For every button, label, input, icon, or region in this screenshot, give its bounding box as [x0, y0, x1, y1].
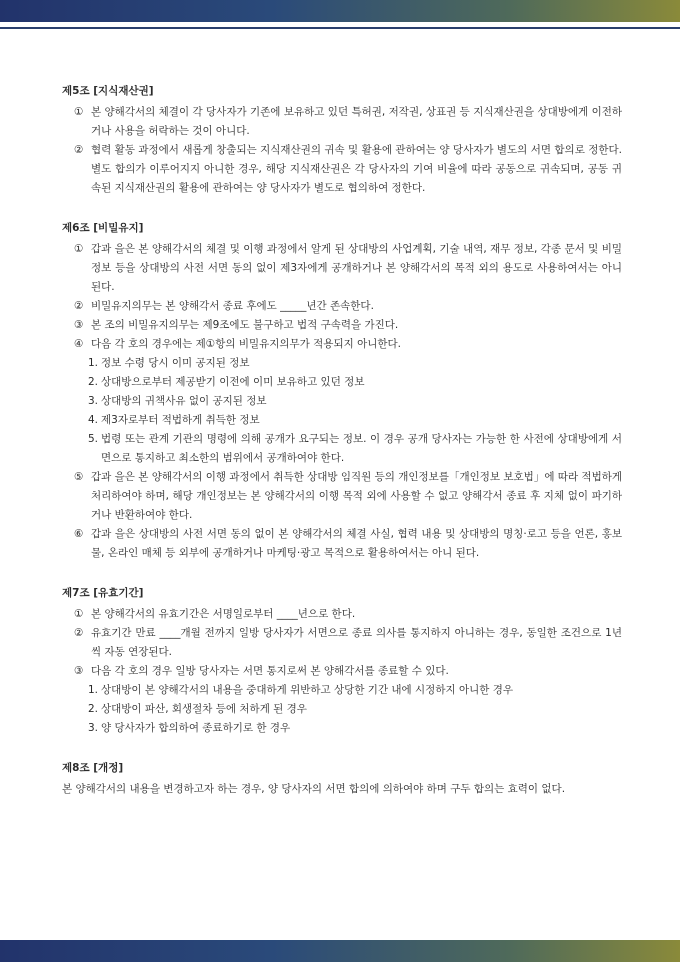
paragraph: ① 갑과 을은 본 양해각서의 체결 및 이행 과정에서 알게 된 상대방의 사업계획, 기술 내역, 재무 정보, 각종 문서 및 비밀정보 등을 상대방의 사전 서면 동의 없이 제3자에게 공개하거나 본 양해각서의 목적 외의 용도로 사용하여서는 아니 된다.: [74, 243, 622, 293]
article-6: [62, 219, 622, 563]
paragraph: ④ 다음 각 호의 경우에는 제①항의 비밀유지의무가 적용되지 아니한다.: [74, 338, 401, 350]
list-item: 4. 제3자로부터 적법하게 취득한 정보: [88, 414, 260, 426]
paragraph: ① 본 양해각서의 유효기간은 서명일로부터 ____년으로 한다.: [74, 608, 356, 620]
paragraph: ⑤ 갑과 을은 본 양해각서의 이행 과정에서 취득한 상대방 임직원 등의 개인정보를「개인정보 보호법」에 따라 적법하게 처리하여야 하며, 해당 개인정보는 본 양해각서의 이행 목적 외에 사용할 수 없고 양해각서 종료 후 지체 없이 파기하거나 반환하여야 한다.: [74, 471, 622, 521]
paragraph: ③ 다음 각 호의 경우 일방 당사자는 서면 통지로써 본 양해각서를 종료할 수 있다.: [74, 665, 449, 677]
list-item: 3. 상대방의 귀책사유 없이 공지된 정보: [88, 395, 267, 407]
article-7: [62, 584, 622, 738]
article-body: 본 양해각서의 내용을 변경하고자 하는 경우, 양 당사자의 서면 합의에 의하여야 하며 구두 합의는 효력이 없다.: [62, 783, 566, 795]
article-title: 제6조 [비밀유지]: [62, 222, 144, 234]
list-item: 3. 양 당사자가 합의하여 종료하기로 한 경우: [88, 722, 291, 734]
header-divider: [0, 27, 680, 29]
article-8: [62, 759, 622, 799]
list-item: 5. 법령 또는 관계 기관의 명령에 의해 공개가 요구되는 정보. 이 경우 공개 당사자는 가능한 한 사전에 상대방에게 서면으로 통지하고 최소한의 범위에서 공개하여야 한다.: [88, 433, 622, 464]
document-body: [62, 82, 622, 820]
paragraph: ② 협력 활동 과정에서 새롭게 창출되는 지식재산권의 귀속 및 활용에 관하여는 양 당사자가 별도의 서면 합의로 정한다. 별도 합의가 이루어지지 아니한 경우, 해당 지식재산권은 각 당사자의 기여 비율에 따라 공동으로 귀속되며, 공동 귀속된 지식재산권의 활용에 관하여는 양 당사자가 별도로 협의하여 정한다.: [74, 144, 622, 194]
article-title: 제5조 [지식재산권]: [62, 85, 154, 97]
paragraph: ② 유효기간 만료 ____개월 전까지 일방 당사자가 서면으로 종료 의사를 통지하지 아니하는 경우, 동일한 조건으로 1년씩 자동 연장된다.: [74, 627, 622, 658]
list-item: 1. 상대방이 본 양해각서의 내용을 중대하게 위반하고 상당한 기간 내에 시정하지 아니한 경우: [88, 684, 514, 696]
header-banner: [0, 0, 680, 22]
paragraph: ⑥ 갑과 을은 상대방의 사전 서면 동의 없이 본 양해각서의 체결 사실, 협력 내용 및 상대방의 명칭·로고 등을 언론, 홍보물, 온라인 매체 등 외부에 공개하거나 마케팅·광고 목적으로 활용하여서는 아니 된다.: [74, 528, 622, 559]
list-item: 2. 상대방으로부터 제공받기 이전에 이미 보유하고 있던 정보: [88, 376, 365, 388]
paragraph: ① 본 양해각서의 체결이 각 당사자가 기존에 보유하고 있던 특허권, 저작권, 상표권 등 지식재산권을 상대방에게 이전하거나 사용을 허락하는 것이 아니다.: [74, 106, 622, 137]
list-item: 1. 정보 수령 당시 이미 공지된 정보: [88, 357, 250, 369]
paragraph: ② 비밀유지의무는 본 양해각서 종료 후에도 _____년간 존속한다.: [74, 300, 374, 312]
article-title: 제8조 [개정]: [62, 762, 124, 774]
footer-banner: [0, 940, 680, 962]
article-title: 제7조 [유효기간]: [62, 587, 144, 599]
list-item: 2. 상대방이 파산, 회생절차 등에 처하게 된 경우: [88, 703, 307, 715]
article-5: [62, 82, 622, 198]
paragraph: ③ 본 조의 비밀유지의무는 제9조에도 불구하고 법적 구속력을 가진다.: [74, 319, 399, 331]
